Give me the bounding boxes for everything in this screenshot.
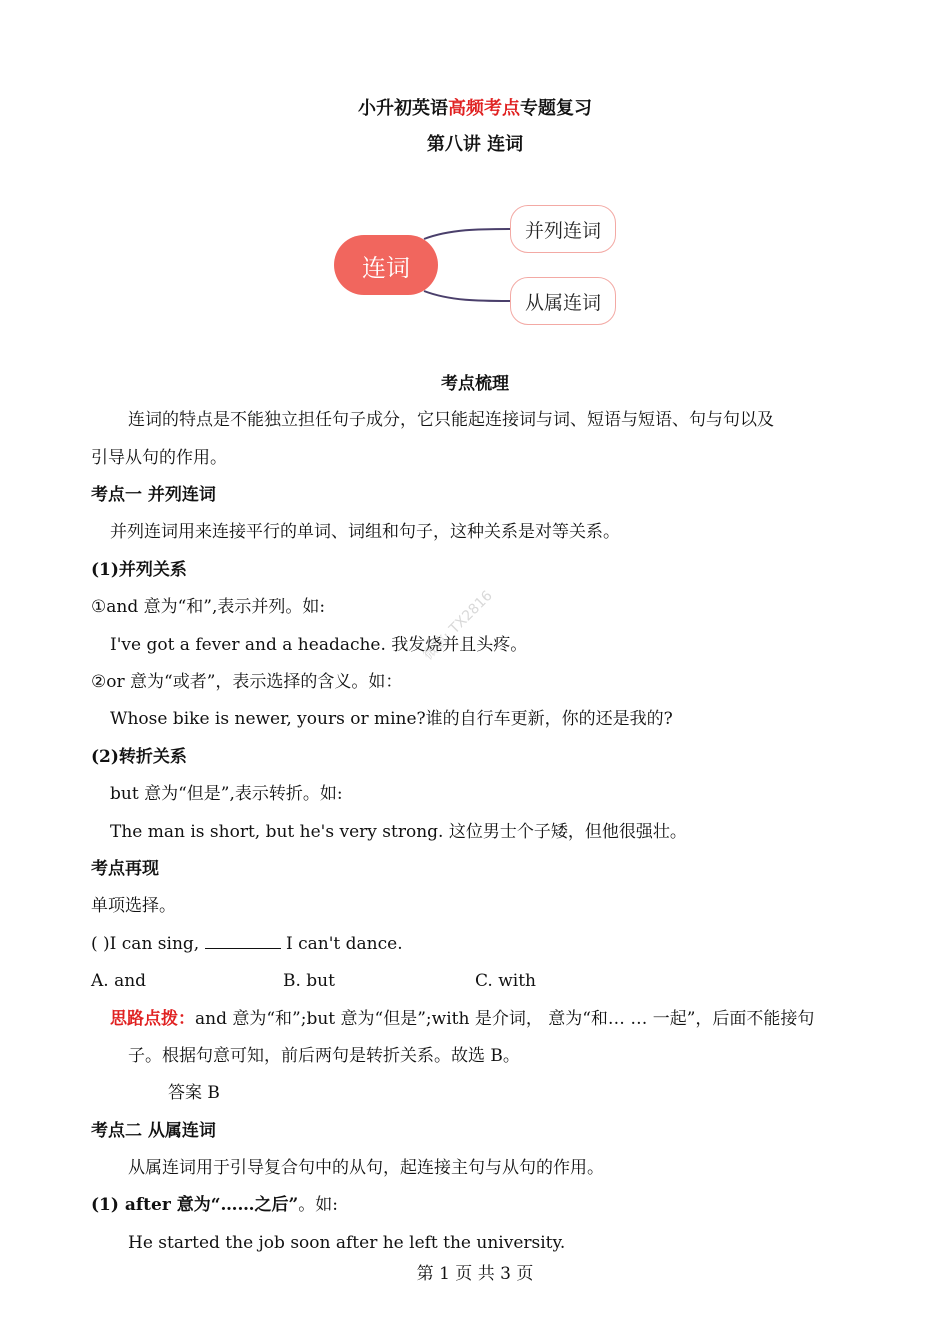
point2-heading: 考点二 从属连词 [91, 1121, 216, 1141]
watermark: 微信: TX2816 [420, 587, 496, 664]
option-a: A. and [91, 971, 147, 991]
and-example: I've got a fever and a headache. 我发烧并且头疼。 [110, 635, 528, 655]
question: ( )I can sing, I can't dance. [91, 934, 403, 954]
lesson-subtitle: 第八讲 连词 [426, 134, 524, 155]
option-b: B. but [283, 971, 335, 991]
or-description: ②or 意为“或者”，表示选择的含义。如： [91, 672, 403, 692]
practice-type: 单项选择。 [91, 896, 176, 916]
mindmap [330, 195, 630, 335]
sub2-heading: (2)转折关系 [91, 747, 187, 767]
section-heading: 考点梳理 [441, 374, 509, 394]
mindmap-center-node: 连词 [334, 235, 438, 295]
practice-heading: 考点再现 [91, 859, 159, 879]
answer: 答案 B [168, 1083, 220, 1103]
option-c: C. with [475, 971, 536, 991]
hint-line-1: 思路点拨：and 意为“和”;but 意为“但是”;with 是介词， 意为“和… … 一起”，后面不能接句 [110, 1009, 815, 1029]
hint-line-2: 子。根据句意可知，前后两句是转折关系。故选 B。 [128, 1046, 520, 1066]
and-description: ①and 意为“和”,表示并列。如: [91, 597, 326, 617]
intro-line-1: 连词的特点是不能独立担任句子成分，它只能起连接词与词、短语与短语、句与句以及 [128, 410, 774, 430]
point1-heading: 考点一 并列连词 [91, 485, 216, 505]
but-example: The man is short, but he's very strong. 这位男士个子矮，但他很强壮。 [110, 822, 687, 842]
point1-description: 并列连词用来连接平行的单词、词组和句子，这种关系是对等关系。 [110, 522, 620, 542]
answer-blank [205, 934, 281, 949]
hint-label: 思路点拨： [110, 1009, 195, 1029]
sub1-heading: (1)并列关系 [91, 560, 187, 580]
mindmap-branch-subordinating: 从属连词 [510, 277, 616, 325]
intro-line-2: 引导从句的作用。 [91, 448, 227, 468]
or-example: Whose bike is newer, yours or mine?谁的自行车更新，你的还是我的? [110, 709, 673, 729]
title-highlight: 高频考点 [448, 98, 520, 119]
document-title: 小升初英语高频考点专题复习 [358, 98, 592, 119]
mindmap-branch-coordinating: 并列连词 [510, 205, 616, 253]
point2-description: 从属连词用于引导复合句中的从句，起连接主句与从句的作用。 [128, 1158, 604, 1178]
after-heading: (1) after 意为“……之后”。如: [91, 1195, 338, 1215]
after-example: He started the job soon after he left the university. [128, 1233, 566, 1253]
page-footer: 第 1 页 共 3 页 [416, 1264, 534, 1284]
but-description: but 意为“但是”,表示转折。如: [110, 784, 343, 804]
